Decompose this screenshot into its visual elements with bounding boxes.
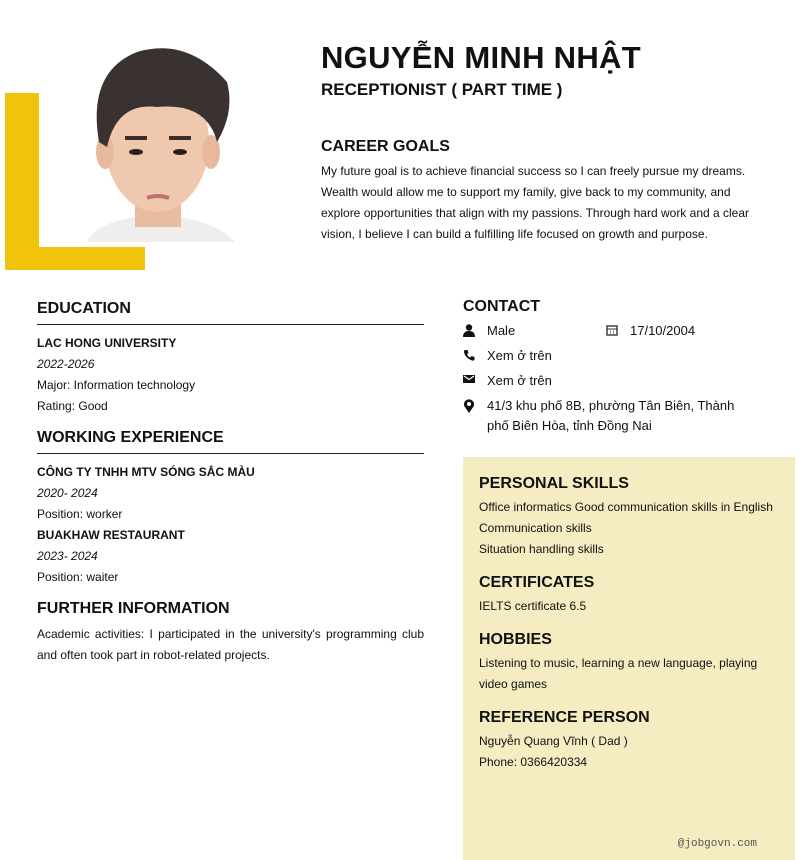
career-goals-text: My future goal is to achieve financial success so I can freely pursue my dreams. Wealth would allow me to support my family, give back to my community, and explore opportunities that align with my passions. Through hard work and a clear vision, I believe I can build a fulfilling life focused on growth and purpose. — [321, 164, 750, 241]
education-major: Major: Information technology — [37, 378, 196, 392]
contact-email: Xem ở trên — [487, 373, 552, 388]
further-text: Academic activities: I participated in the university's programming club and often took part in robot-related projects. — [37, 627, 424, 662]
education-rating: Rating: Good — [37, 399, 108, 413]
reference-name: Nguyễn Quang Vĩnh ( Dad ) — [479, 734, 628, 748]
contact-gender: Male — [487, 323, 516, 338]
job-company: CÔNG TY TNHH MTV SÓNG SẮC MÀU — [37, 465, 255, 479]
reference-title: REFERENCE PERSON — [479, 709, 650, 726]
contact-address: 41/3 khu phố 8B, phường Tân Biên, Thành phố Biên Hòa, tỉnh Đồng Nai — [487, 398, 735, 433]
person-icon — [463, 321, 487, 337]
contact-section — [463, 298, 763, 436]
phone-icon — [463, 346, 487, 361]
job-period: 2023- 2024 — [37, 549, 98, 563]
contact-phone: Xem ở trên — [487, 348, 552, 363]
job-company: BUAKHAW RESTAURANT — [37, 528, 185, 542]
calendar-icon — [606, 321, 630, 336]
candidate-role: RECEPTIONIST ( PART TIME ) — [321, 80, 563, 99]
candidate-name: NGUYỄN MINH NHẬT — [321, 40, 641, 75]
education-school: LAC HONG UNIVERSITY — [37, 336, 177, 350]
experience-section — [37, 429, 424, 588]
contact-title: CONTACT — [463, 298, 541, 315]
watermark: @jobgovn.com — [677, 838, 757, 850]
education-period: 2022-2026 — [37, 357, 95, 371]
reference-phone: Phone: 0366420334 — [479, 755, 588, 769]
email-icon — [463, 371, 487, 384]
job-position: Position: worker — [37, 507, 123, 521]
certificates-title: CERTIFICATES — [479, 574, 595, 591]
profile-photo — [77, 42, 239, 242]
experience-title: WORKING EXPERIENCE — [37, 429, 424, 454]
accent-bar-horizontal — [5, 247, 145, 270]
accent-bar-vertical — [5, 93, 39, 270]
job-position: Position: waiter — [37, 570, 119, 584]
job-period: 2020- 2024 — [37, 486, 98, 500]
further-title: FURTHER INFORMATION — [37, 600, 230, 617]
career-goals-title: CAREER GOALS — [321, 138, 450, 155]
skills-title: PERSONAL SKILLS — [479, 475, 629, 492]
skill-item: Office informatics Good communication skills in English — [479, 500, 773, 514]
skill-item: Communication skills — [479, 521, 592, 535]
side-panel — [463, 457, 795, 860]
skill-item: Situation handling skills — [479, 542, 604, 556]
hobbies-text: Listening to music, learning a new language, playing video games — [479, 656, 758, 691]
contact-dob: 17/10/2004 — [630, 323, 696, 338]
education-section — [37, 300, 424, 417]
certificate-item: IELTS certificate 6.5 — [479, 599, 587, 613]
education-title: EDUCATION — [37, 300, 424, 325]
hobbies-title: HOBBIES — [479, 631, 552, 648]
career-goals-section — [321, 138, 761, 245]
location-icon — [463, 396, 487, 413]
further-section — [37, 600, 424, 666]
